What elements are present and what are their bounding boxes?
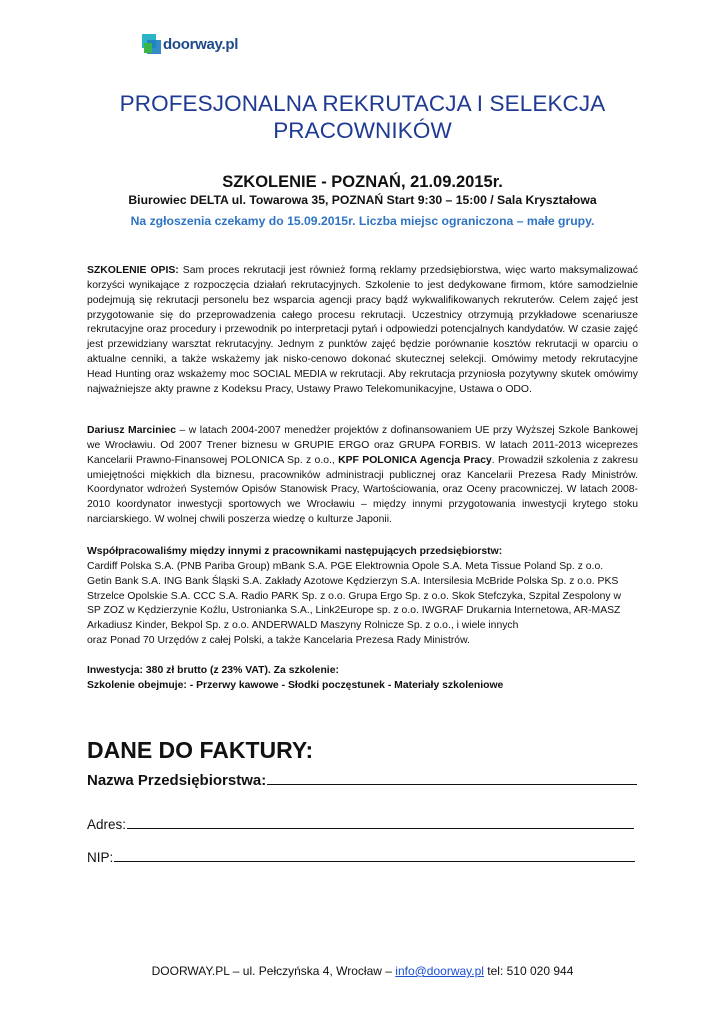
logo	[142, 32, 238, 54]
nip-label: NIP:	[87, 850, 114, 865]
clients-line: Getin Bank S.A. ING Bank Śląski S.A. Zakłady Azotowe Kędzierzyn S.A. Intersilesia McBride Polska Sp. z o.o. PKS	[87, 575, 619, 587]
address-line[interactable]	[127, 816, 634, 829]
registration-deadline: Na zgłoszenia czekamy do 15.09.2015r. Liczba miejsc ograniczona – małe grupy.	[130, 214, 595, 228]
title-line-1: PROFESJONALNA REKRUTACJA I SELEKCJA	[119, 91, 606, 116]
title-line-2: PRACOWNIKÓW	[273, 118, 452, 143]
footer-address: DOORWAY.PL – ul. Pełczyńska 4, Wrocław –	[151, 964, 396, 978]
nip-field[interactable]	[87, 849, 635, 865]
logo-text: doorway.pl	[163, 36, 239, 53]
address-field[interactable]	[87, 816, 634, 832]
footer-phone: tel: 510 020 944	[483, 964, 574, 978]
company-name-field[interactable]	[87, 772, 637, 789]
clients-line: SP ZOZ w Kędzierzynie Koźlu, Ustronianka S.A., Link2Europe sp. z o.o. IWGRAF Drukarnia Internetowa, AR-MASZ	[87, 605, 621, 617]
trainer-name: Dariusz Marciniec	[87, 425, 176, 436]
clients-line: oraz Ponad 70 Urzędów z całej Polski, a także Kancelaria Prezesa Rady Ministrów.	[87, 635, 470, 647]
trainer-text-after: . Prowadził szkolenia z zakresu umiejętności miękkich dla biznesu, pracowników administracji publicznej oraz Kancelarii Prezesa Rady Ministrów. Koordynator wdrożeń Systemów Opisów Stanowisk Pracy, Wartościowania, oraz Oceny pracowniczej. W latach 2008-2010 koordynator inwestycji sportowych we Wrocławiu – między innymi przygotowania inwestycji krytego stoku narciarskiego. W wolnej chwili poszerza wiedzę o kulturze Japonii.	[87, 454, 638, 526]
clients-heading: Współpracowaliśmy między innymi z pracownikami następujących przedsiębiorstw:	[87, 546, 503, 557]
logo-mark-icon	[142, 34, 162, 54]
nip-line[interactable]	[114, 849, 635, 862]
trainer-text-before: – w latach 2004-2007 menedżer projektów z dofinansowaniem UE przy Wyższej Szkole Bankowej we Wrocławiu. Od 2007 Trener biznesu w GRUPIE ERGO oraz GRUPA FORBIS. W latach 2011-2013 wiceprezes Kancelarii Prawno-Finansowej POLONICA Sp. z o.o.,	[87, 425, 638, 466]
training-subtitle: SZKOLENIE - POZNAŃ, 21.09.2015r.	[222, 173, 503, 191]
footer-email-link[interactable]: info@doorway.pl	[395, 964, 484, 978]
clients-section	[87, 545, 638, 649]
description-label: SZKOLENIE OPIS:	[87, 265, 179, 276]
company-name-line[interactable]	[267, 772, 637, 785]
description-text: Sam proces rekrutacji jest również formą reklamy przedsiębiorstwa, więc warto maksymalizować korzyści wynikające z rozpoczęcia działań rekrutacyjnych. Szkolenie to jest dedykowane firmom, które samodzielnie podejmują się rekrutacji personelu bez wsparcia agencji pracy bądź wykwalifikowanych rekruterów. Celem zajęć jest przygotowanie się do przeprowadzenia całego procesu rekrutacji. Uczestnicy otrzymują przykładowe scenariusze rekrutacyjne oraz procedury i przewodnik po interpretacji pytań i odpowiedzi potencjalnych kandydatów. W czasie zajęć jest przewidziany warsztat rekrutacyjny. Jednym z punktów zajęć będzie porównanie kosztów rekrutacji w oparciu o aktualne cenniki, a także wskażemy jak nisko-cenowo dokonać skutecznej selekcji. Omówimy metody rekrutacyjne Head Hunting oraz wskażemy moc SOCIAL MEDIA w rekrutacji. Aby rekrutacja przyniosła pozytywny skutek omówimy najważniejsze akty prawne z Kodeksu Pracy, Ustawy Prawo Telekomunikacyjne, Ustawa o ODO.	[87, 265, 639, 395]
clients-line: Strzelce Opolskie S.A. CCC S.A. Radio PARK Sp. z o.o. Grupa Ergo Sp. z o.o. Skok Stefczyka, Szpital Zespolony w	[87, 590, 621, 602]
page-title	[60, 90, 665, 144]
investment-price: Inwestycja: 380 zł brutto (z 23% VAT). Za szkolenie:	[87, 665, 339, 676]
pricing-section	[87, 664, 638, 694]
trainer-bio	[87, 424, 638, 528]
trainer-company: KPF POLONICA Agencja Pracy	[338, 454, 492, 466]
clients-line: Arkadiusz Kinder, Bekpol Sp. z o.o. ANDERWALD Maszyny Rolnicze Sp. z o.o., i wiele innych	[87, 620, 519, 632]
training-includes: Szkolenie obejmuje: - Przerwy kawowe - Słodki poczęstunek - Materiały szkoleniowe	[87, 679, 504, 691]
invoice-title: DANE DO FAKTURY:	[87, 737, 314, 763]
address-label: Adres:	[87, 817, 127, 832]
venue-info: Biurowiec DELTA ul. Towarowa 35, POZNAŃ Start 9:30 – 15:00 / Sala Kryształowa	[128, 193, 597, 207]
company-name-label: Nazwa Przedsiębiorstwa:	[87, 772, 267, 789]
training-description	[87, 264, 638, 398]
footer	[0, 964, 725, 978]
clients-line: Cardiff Polska S.A. (PNB Pariba Group) mBank S.A. PGE Elektrownia Opole S.A. Meta Tissue Poland Sp. z o.o.	[87, 560, 604, 572]
